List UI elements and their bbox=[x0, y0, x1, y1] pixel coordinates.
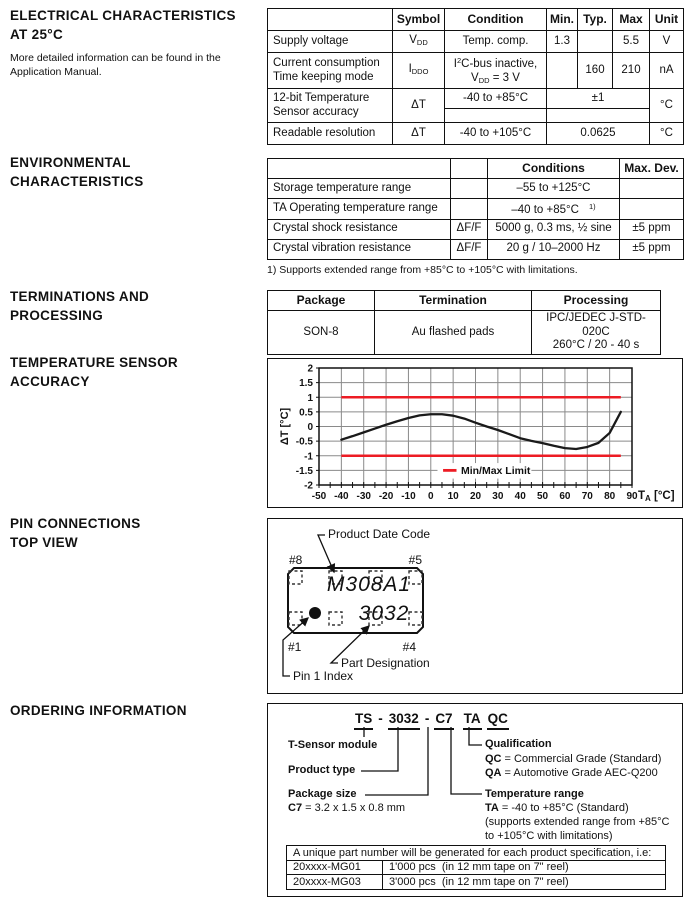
svg-text:Min/Max Limit: Min/Max Limit bbox=[460, 464, 531, 477]
table-row bbox=[268, 123, 684, 145]
col-header: Package bbox=[268, 291, 375, 311]
section-heading-terminations bbox=[10, 287, 149, 325]
cell-param: Supply voltage bbox=[268, 31, 393, 53]
cell-max: 5.5 bbox=[613, 31, 650, 53]
svg-text:-20: -20 bbox=[378, 491, 394, 502]
svg-text:-1: -1 bbox=[304, 451, 313, 463]
cell-symbol: ΔF/F bbox=[451, 239, 488, 259]
svg-text:-1.5: -1.5 bbox=[295, 465, 313, 477]
cell-unit: °C bbox=[650, 123, 684, 145]
heading-line: AT 25°C bbox=[10, 27, 64, 42]
cell-param: 12-bit Temperature Sensor accuracy bbox=[268, 89, 393, 123]
svg-text:20: 20 bbox=[469, 491, 482, 502]
cell-param: Crystal shock resistance bbox=[268, 219, 451, 239]
col-header: Max bbox=[613, 9, 650, 31]
heading-line: PROCESSING bbox=[10, 308, 104, 323]
cell-symbol bbox=[451, 179, 488, 199]
cell-condition bbox=[445, 109, 547, 123]
electrical-table bbox=[267, 8, 684, 145]
label-product-type: Product type bbox=[288, 764, 356, 776]
cell-condition: -40 to +85°C bbox=[445, 89, 547, 109]
heading-line: TERMINATIONS AND bbox=[10, 289, 150, 304]
code-temp-range: TA bbox=[463, 712, 482, 730]
table-header-row bbox=[268, 159, 684, 179]
svg-text:0: 0 bbox=[428, 491, 434, 502]
svg-text:TA [°C]: TA [°C] bbox=[638, 490, 675, 503]
svg-text:70: 70 bbox=[581, 491, 593, 502]
cell-symbol bbox=[451, 199, 488, 220]
table-row bbox=[268, 89, 684, 109]
col-header: Max. Dev. bbox=[620, 159, 684, 179]
cell-condition: $I^2C$-bus inactive, $V_{DD} = 3$ V bbox=[445, 53, 547, 89]
cell-unit: V bbox=[650, 31, 684, 53]
terminations-table bbox=[267, 290, 661, 355]
heading-line: PIN CONNECTIONS bbox=[10, 516, 141, 531]
heading-line: CHARACTERISTICS bbox=[10, 174, 144, 189]
cell-min bbox=[547, 53, 578, 89]
cell-unit: °C bbox=[650, 89, 684, 123]
col-header: Symbol bbox=[393, 9, 445, 31]
table-header-row bbox=[287, 846, 666, 861]
svg-text:0: 0 bbox=[307, 422, 313, 433]
pad-label-1: #1 bbox=[288, 640, 302, 654]
cell-typ: 160 bbox=[578, 53, 613, 89]
svg-text:90: 90 bbox=[626, 491, 638, 502]
heading-line: TOP VIEW bbox=[10, 535, 78, 550]
cell-value: 0.0625 bbox=[547, 123, 650, 145]
label-package-detail: C7 = 3.2 x 1.5 x 0.8 mm bbox=[288, 802, 406, 814]
table-row bbox=[287, 875, 666, 890]
heading-line: ACCURACY bbox=[10, 374, 90, 389]
svg-text:0.5: 0.5 bbox=[299, 407, 313, 419]
environmental-table bbox=[267, 158, 684, 260]
label-package-size: Package size bbox=[288, 788, 357, 800]
svg-text:-0.5: -0.5 bbox=[295, 436, 313, 448]
svg-text:50: 50 bbox=[537, 491, 549, 502]
code-package: C7 bbox=[434, 712, 453, 730]
cell-param: Current consumption Time keeping mode bbox=[268, 53, 393, 89]
parts-table-note: A unique part number will be generated for each product specification, i.e: bbox=[287, 846, 666, 861]
cell-condition: -40 to +105°C bbox=[445, 123, 547, 145]
col-header: Unit bbox=[650, 9, 684, 31]
col-header: Condition bbox=[445, 9, 547, 31]
cell-dev bbox=[620, 199, 684, 220]
ordering-code: TS - 3032 - C7 TA QC bbox=[354, 712, 509, 730]
svg-text:30: 30 bbox=[492, 491, 504, 502]
svg-text:-50: -50 bbox=[311, 491, 327, 502]
label-qual-qa: QA = Automotive Grade AEC-Q200 bbox=[485, 767, 658, 779]
svg-text:-40: -40 bbox=[334, 491, 349, 502]
cell-condition: 5000 g, 0.3 ms, ½ sine bbox=[488, 219, 620, 239]
pin-package-diagram bbox=[268, 519, 689, 693]
cell-part-number: 20xxxx-MG01 bbox=[287, 860, 383, 875]
col-header bbox=[451, 159, 488, 179]
col-header bbox=[268, 159, 451, 179]
electrical-note bbox=[10, 51, 260, 79]
cell-typ bbox=[578, 31, 613, 53]
cell-part-number: 20xxxx-MG03 bbox=[287, 875, 383, 890]
pad-label-8: #8 bbox=[289, 553, 303, 567]
table-row bbox=[268, 53, 684, 89]
svg-text:1.5: 1.5 bbox=[299, 378, 313, 390]
cell-quantity: 3'000 pcs (in 12 mm tape on 7" reel) bbox=[383, 875, 666, 890]
cell-termination: Au flashed pads bbox=[375, 311, 532, 355]
cell-condition: 20 g / 10–2000 Hz bbox=[488, 239, 620, 259]
cell-symbol: ΔF/F bbox=[451, 219, 488, 239]
pin1-index-dot bbox=[309, 607, 321, 619]
svg-text:-10: -10 bbox=[401, 491, 416, 502]
table-row bbox=[287, 860, 666, 875]
section-heading-accuracy bbox=[10, 353, 178, 391]
col-header bbox=[268, 9, 393, 31]
accuracy-chart-box bbox=[267, 358, 683, 508]
part-numbers-table bbox=[286, 845, 666, 890]
cell-processing: IPC/JEDEC J-STD-020C 260°C / 20 - 40 s bbox=[532, 311, 661, 355]
label-temp-note1: (supports extended range from +85°C bbox=[485, 816, 670, 828]
label-temp-range: Temperature range bbox=[485, 788, 584, 800]
cell-condition: Temp. comp. bbox=[445, 31, 547, 53]
cell-param: Readable resolution bbox=[268, 123, 393, 145]
label-t-sensor-module: T-Sensor module bbox=[288, 739, 378, 751]
package-marking-datecode: M308A1 bbox=[326, 573, 412, 596]
col-header: Processing bbox=[532, 291, 661, 311]
label-temp-note2: to +105°C with limitations) bbox=[485, 830, 613, 842]
section-heading-environmental bbox=[10, 153, 144, 191]
code-product-type: TS bbox=[354, 712, 373, 730]
environmental-footnote: 1) Supports extended range from +85°C to +105°C with limitations. bbox=[267, 264, 578, 276]
svg-text:ΔT [°C]: ΔT [°C] bbox=[279, 407, 291, 446]
svg-text:-30: -30 bbox=[356, 491, 371, 502]
table-row bbox=[268, 31, 684, 53]
cell-symbol: $I_{DDO}$ bbox=[393, 53, 445, 89]
col-header: Conditions bbox=[488, 159, 620, 179]
svg-text:10: 10 bbox=[447, 491, 459, 502]
svg-text:1: 1 bbox=[307, 392, 313, 404]
cell-dev: ±5 ppm bbox=[620, 219, 684, 239]
cell-dev bbox=[620, 179, 684, 199]
cell-param: TA Operating temperature range bbox=[268, 199, 451, 220]
svg-text:40: 40 bbox=[514, 491, 526, 502]
label-qualification: Qualification bbox=[485, 738, 552, 750]
section-heading-pin bbox=[10, 514, 141, 552]
accuracy-plot bbox=[268, 359, 682, 507]
table-header-row bbox=[268, 9, 684, 31]
table-row bbox=[268, 219, 684, 239]
table-header-row bbox=[268, 291, 661, 311]
pin-connections-box bbox=[267, 518, 683, 694]
cell-symbol: ΔT bbox=[393, 123, 445, 145]
code-qualification: QC bbox=[487, 712, 509, 730]
heading-line: ENVIRONMENTAL bbox=[10, 155, 131, 170]
note-line: Application Manual. bbox=[10, 66, 102, 78]
col-header: Typ. bbox=[578, 9, 613, 31]
cell-quantity: 1'000 pcs (in 12 mm tape on 7" reel) bbox=[383, 860, 666, 875]
cell-param: Storage temperature range bbox=[268, 179, 451, 199]
cell-condition: –55 to +125°C bbox=[488, 179, 620, 199]
col-header: Termination bbox=[375, 291, 532, 311]
cell-dev: ±5 ppm bbox=[620, 239, 684, 259]
ordering-info-box bbox=[267, 703, 683, 897]
cell-param: Crystal vibration resistance bbox=[268, 239, 451, 259]
svg-text:-2: -2 bbox=[304, 480, 313, 492]
label-qual-qc: QC = Commercial Grade (Standard) bbox=[485, 753, 662, 765]
heading-line: ORDERING INFORMATION bbox=[10, 703, 187, 718]
label-temp-ta: TA = -40 to +85°C (Standard) bbox=[485, 802, 629, 814]
pad-label-5: #5 bbox=[408, 553, 422, 567]
cell-symbol: $V_{DD}$ bbox=[393, 31, 445, 53]
package-marking-part: 3032 bbox=[358, 602, 410, 625]
cell-unit: nA bbox=[650, 53, 684, 89]
heading-line: ELECTRICAL CHARACTERISTICS bbox=[10, 8, 236, 23]
annotation-pin1-index: Pin 1 Index bbox=[293, 669, 354, 683]
svg-text:80: 80 bbox=[604, 491, 616, 502]
table-row bbox=[268, 239, 684, 259]
code-series: 3032 bbox=[388, 712, 420, 730]
svg-text:2: 2 bbox=[307, 363, 313, 375]
heading-line: TEMPERATURE SENSOR bbox=[10, 355, 178, 370]
svg-text:60: 60 bbox=[559, 491, 571, 502]
section-heading-ordering bbox=[10, 701, 187, 720]
section-heading-electrical bbox=[10, 6, 260, 79]
cell-value bbox=[547, 109, 650, 123]
annotation-date-code: Product Date Code bbox=[328, 527, 431, 541]
col-header: Min. bbox=[547, 9, 578, 31]
table-row bbox=[268, 179, 684, 199]
table-row bbox=[268, 199, 684, 220]
cell-condition: –40 to +85°C $^{1)}$ bbox=[488, 199, 620, 220]
annotation-part-designation: Part Designation bbox=[341, 656, 430, 670]
note-line: More detailed information can be found in the bbox=[10, 52, 221, 64]
cell-package: SON-8 bbox=[268, 311, 375, 355]
pad-label-4: #4 bbox=[402, 640, 416, 654]
cell-min: 1.3 bbox=[547, 31, 578, 53]
cell-value: ±1 bbox=[547, 89, 650, 109]
cell-max: 210 bbox=[613, 53, 650, 89]
cell-symbol: ΔT bbox=[393, 89, 445, 123]
table-row bbox=[268, 311, 661, 355]
